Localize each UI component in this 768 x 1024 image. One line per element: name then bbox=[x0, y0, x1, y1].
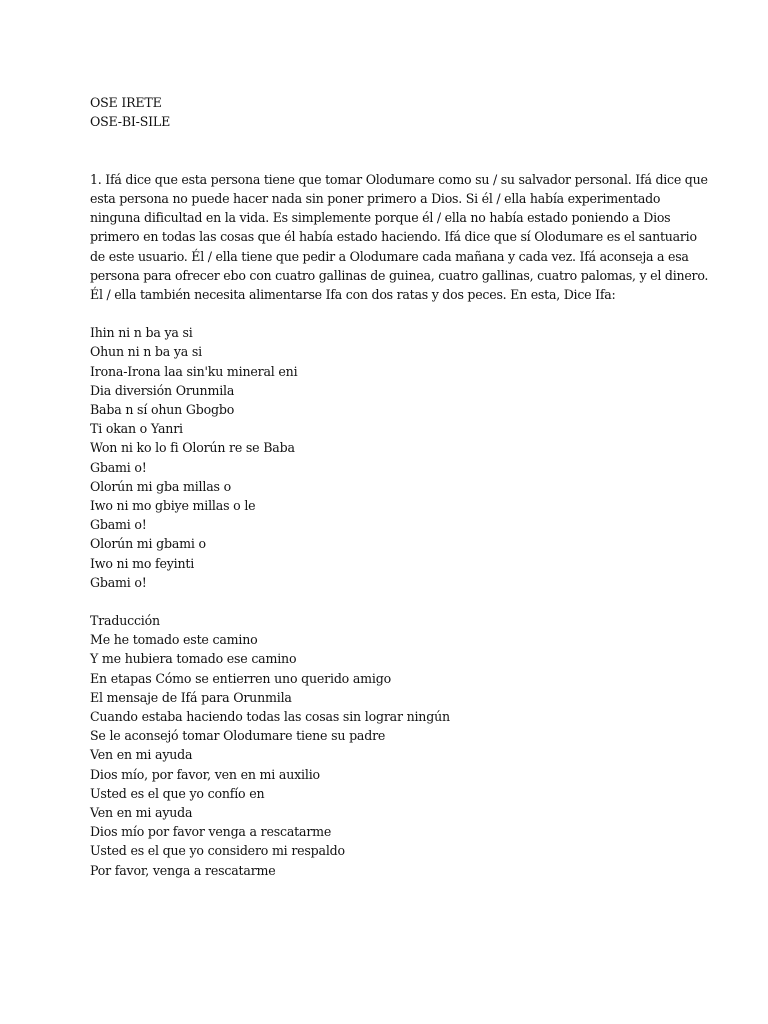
translation-line: Y me hubiera tomado ese camino bbox=[90, 651, 297, 667]
verse-line: Iwo ni mo gbiye millas o le bbox=[90, 497, 256, 513]
verse-line: Gbami o! bbox=[90, 459, 147, 475]
paragraph-line: ninguna dificultad en la vida. Es simplemente porque él / ella no había estado poniendo a Dios bbox=[90, 210, 671, 226]
document-title: OSE IRETE bbox=[90, 95, 162, 110]
translation-line: Por favor, venga a rescatarme bbox=[90, 862, 276, 878]
spacer bbox=[90, 131, 690, 169]
verse-line: Gbami o! bbox=[90, 574, 147, 590]
verse-line: Won ni ko lo fi Olorún re se Baba bbox=[90, 440, 295, 456]
translation-line: Me he tomado este camino bbox=[90, 632, 258, 648]
document-subtitle: OSE-BI-SILE bbox=[90, 114, 171, 130]
paragraph-line: persona para ofrecer ebo con cuatro gallinas de guinea, cuatro gallinas, cuatro palomas, y el dinero. bbox=[90, 267, 709, 283]
verse-line: Olorún mi gbami o bbox=[90, 536, 206, 552]
translation-line: Usted es el que yo confío en bbox=[90, 785, 265, 801]
verse-line: Baba n sí ohun Gbogbo bbox=[90, 402, 235, 418]
spacer bbox=[90, 592, 690, 611]
spacer bbox=[90, 304, 690, 323]
translation-line: Ven en mi ayuda bbox=[90, 747, 193, 763]
document-page bbox=[90, 93, 709, 880]
paragraph-line: Él / ella también necesita alimentarse Ifa con dos ratas y dos peces. En esta, Dice Ifa: bbox=[90, 286, 616, 302]
translation-line: Cuando estaba haciendo todas las cosas sin lograr ningún bbox=[90, 709, 450, 725]
translation-block bbox=[90, 611, 690, 880]
paragraph-line: esta persona no puede hacer nada sin poner primero a Dios. Si él / ella había experimentado bbox=[90, 190, 661, 206]
translation-line: Se le aconsejó tomar Olodumare tiene su padre bbox=[90, 728, 386, 744]
translation-line: Ven en mi ayuda bbox=[90, 804, 193, 820]
paragraph-line: 1. Ifá dice que esta persona tiene que tomar Olodumare como su / su salvador personal. Ifá dice que bbox=[90, 171, 708, 187]
paragraph-line: de este usuario. Él / ella tiene que pedir a Olodumare cada mañana y cada vez. Ifá aconseja a esa bbox=[90, 248, 689, 264]
verse-line: Irona-Irona laa sin'ku mineral eni bbox=[90, 363, 298, 379]
verse-line: Iwo ni mo feyinti bbox=[90, 555, 195, 571]
translation-line: Dios mío, por favor, ven en mi auxilio bbox=[90, 766, 320, 782]
translation-line: Usted es el que yo considero mi respaldo bbox=[90, 843, 345, 859]
verse-line: Gbami o! bbox=[90, 517, 147, 533]
verse-line: Ohun ni n ba ya si bbox=[90, 344, 203, 360]
translation-line: En etapas Cómo se entierren uno querido amigo bbox=[90, 670, 391, 686]
verse-line: Dia diversión Orunmila bbox=[90, 382, 235, 398]
translation-line: El mensaje de Ifá para Orunmila bbox=[90, 689, 292, 705]
paragraph-line: primero en todas las cosas que él había estado haciendo. Ifá dice que sí Olodumare es el santuario bbox=[90, 229, 697, 245]
translation-line: Dios mío por favor venga a rescatarme bbox=[90, 824, 332, 840]
translation-heading: Traducción bbox=[90, 613, 160, 629]
verse-block bbox=[90, 323, 690, 592]
verse-line: Olorún mi gba millas o bbox=[90, 478, 231, 494]
verse-line: Ihin ni n ba ya si bbox=[90, 325, 193, 341]
intro-paragraph bbox=[90, 170, 709, 304]
verse-line: Ti okan o Yanri bbox=[90, 421, 183, 437]
